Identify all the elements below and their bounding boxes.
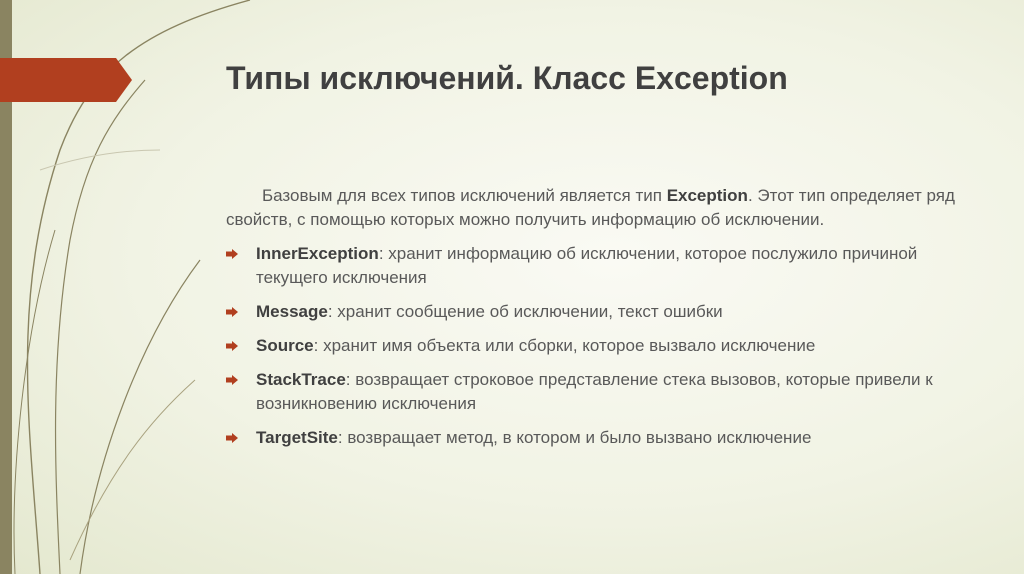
list-item (226, 426, 956, 450)
property-description: : хранит имя объекта или сборки, которое вызвало исключение (313, 336, 816, 355)
property-name: InnerException (256, 244, 379, 263)
arrow-bullet-icon (226, 375, 238, 385)
list-item (226, 242, 956, 290)
list-item (226, 334, 956, 358)
property-name: Source (256, 336, 314, 355)
list-item (226, 300, 956, 324)
arrow-bullet-icon (226, 433, 238, 443)
property-description: : возвращает метод, в котором и было вызвано исключение (337, 428, 812, 447)
property-description: : хранит сообщение об исключении, текст ошибки (327, 302, 723, 321)
property-list (226, 242, 956, 450)
title-accent-arrow (0, 58, 132, 102)
property-name: StackTrace (256, 370, 346, 389)
property-name: Message (256, 302, 328, 321)
slide-content (226, 184, 956, 460)
arrow-bullet-icon (226, 249, 238, 259)
property-description: : хранит информацию об исключении, которое послужило причиной текущего исключения (256, 244, 918, 287)
property-name: TargetSite (256, 428, 338, 447)
intro-text-before: Базовым для всех типов исключений является тип (262, 186, 667, 205)
slide-title: Типы исключений. Класс Exception (226, 60, 788, 96)
intro-text-bold: Exception (666, 186, 748, 205)
intro-text-after: . Этот тип определяет ряд свойств, с помощью которых можно получить информацию об исключении. (226, 186, 955, 229)
list-item (226, 368, 956, 416)
arrow-bullet-icon (226, 341, 238, 351)
property-description: : возвращает строковое представление стека вызовов, которые привели к возникновению исключения (256, 370, 933, 413)
arrow-bullet-icon (226, 307, 238, 317)
intro-paragraph (226, 184, 956, 232)
